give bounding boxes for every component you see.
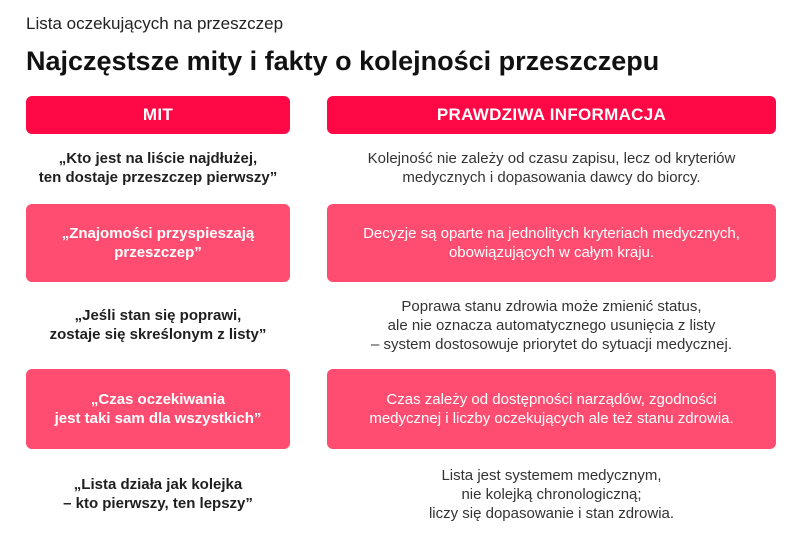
page-title: Najczęstsze mity i fakty o kolejności przeszczepu — [26, 46, 660, 76]
fact-cell-highlighted: Decyzje są oparte na jednolitych kryteriach medycznych, obowiązujących w całym kraju. — [327, 204, 776, 282]
column-header-myth: MIT — [26, 96, 290, 134]
fact-cell-highlighted: Czas zależy od dostępności narządów, zgodności medycznej i liczby oczekujących ale też stanu zdrowia. — [327, 369, 776, 449]
myth-cell-highlighted: „Czas oczekiwania jest taki sam dla wszystkich” — [26, 369, 290, 449]
page-kicker: Lista oczekujących na przeszczep — [26, 14, 284, 33]
column-header-fact: PRAWDZIWA INFORMACJA — [327, 96, 776, 134]
fact-cell: Lista jest systemem medycznym, nie kolejką chronologiczną; liczy się dopasowanie i stan zdrowia. — [428, 466, 675, 522]
myth-cell: „Kto jest na liście najdłużej, ten dostaje przeszczep pierwszy” — [38, 150, 278, 186]
fact-cell: Poprawa stanu zdrowia może zmienić status, ale nie oznacza automatycznego usunięcia z listy – system dostosowuje priorytet do sytuacji medycznej. — [371, 297, 732, 353]
myth-cell-highlighted: „Znajomości przyspieszają przeszczep” — [26, 204, 290, 282]
myth-cell: „Lista działa jak kolejka – kto pierwszy, ten lepszy” — [63, 476, 253, 512]
myth-cell: „Jeśli stan się poprawi, zostaje się skreślonym z listy” — [49, 307, 267, 343]
fact-cell: Kolejność nie zależy od czasu zapisu, lecz od kryteriów medycznych i dopasowania dawcy do biorcy. — [367, 150, 736, 186]
